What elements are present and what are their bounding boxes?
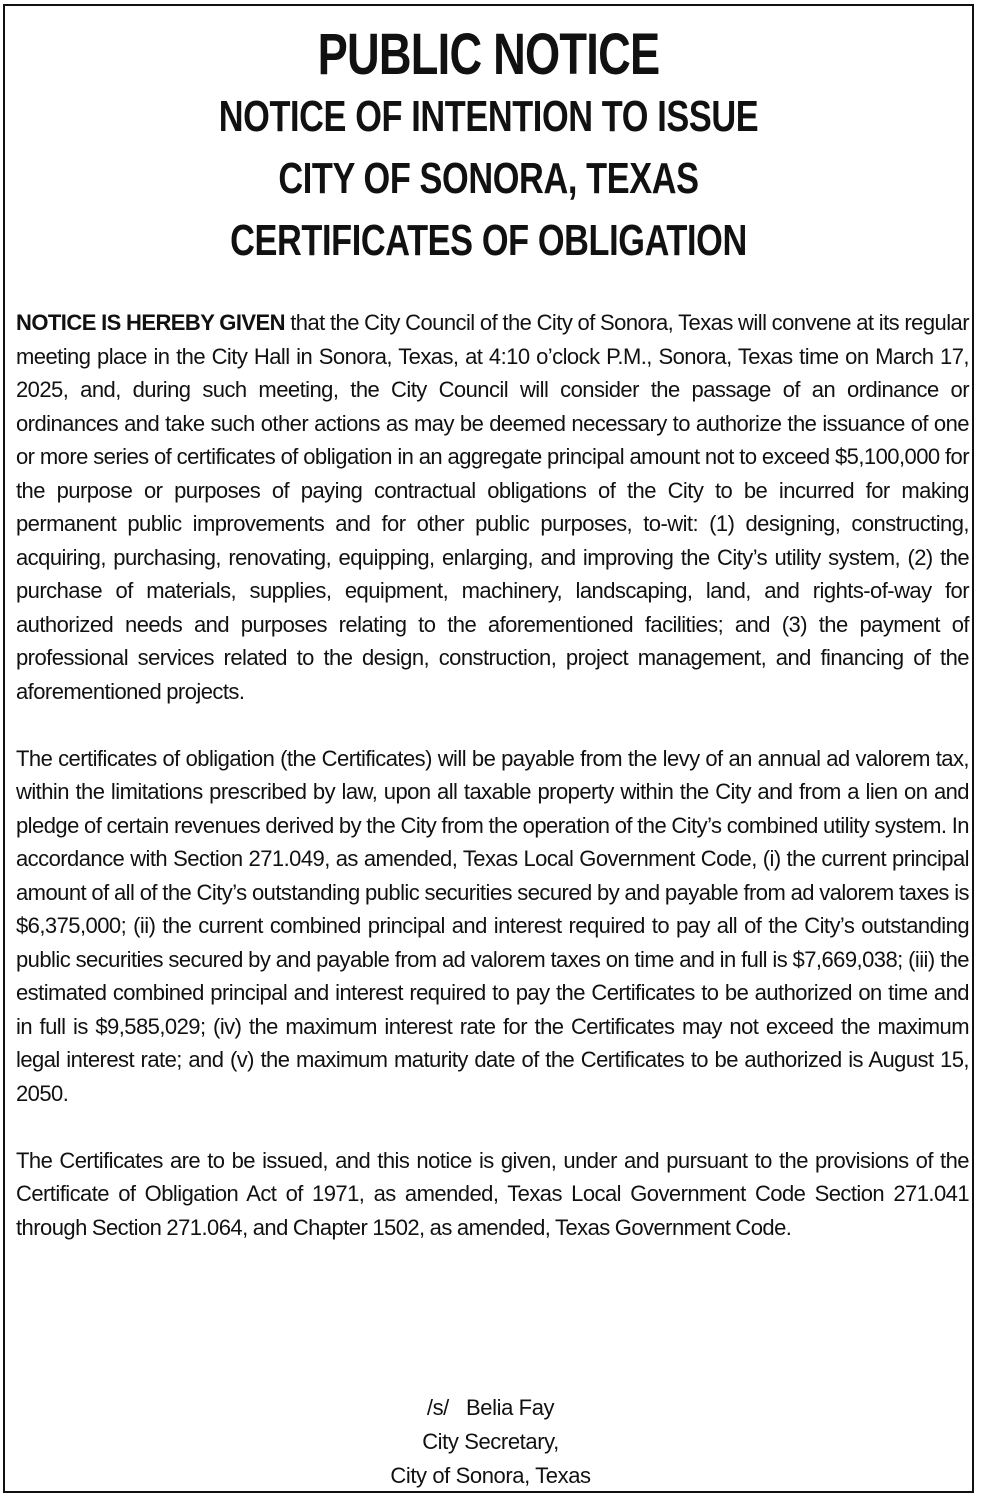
- paragraph-1: [16, 306, 969, 708]
- notice-subtitle-1: NOTICE OF INTENTION TO ISSUE: [218, 92, 759, 141]
- paragraph-2: The certificates of obligation (the Certificates) will be payable from the levy of an annual ad valorem tax, within the limitations prescribed by law, upon all taxable property within the City and from a lien on and pledge of certain revenues derived by the City from the operation of the City’s combined utility system. In accordance with Section 271.049, as amended, Texas Local Government Code, (i) the current principal amount of all of the City’s outstanding public securities secured by and payable from ad valorem taxes is $6,375,000; (ii) the current combined principal and interest required to pay all of the City’s outstanding public securities secured by and payable from ad valorem taxes on time and in full is $7,669,038; (iii) the estimated combined principal and interest required to pay the Certificates to be authorized on time and in full is $9,585,029; (iv) the maximum interest rate for the Certificates may not exceed the maximum legal interest rate; and (v) the maximum maturity date of the Certificates to be authorized is August 15, 2050.: [16, 745, 969, 1106]
- signature-name: /s/ Belia Fay: [426, 1395, 555, 1420]
- paragraph-1-lead: NOTICE IS HEREBY GIVEN: [16, 310, 285, 335]
- signature-title: City Secretary,: [422, 1429, 559, 1454]
- notice-body: [16, 306, 969, 1278]
- paragraph-3: The Certificates are to be issued, and this notice is given, under and pursuant to the provisions of the Certificate of Obligation Act of 1971, as amended, Texas Local Government Code Section 271.041 through Section 271.064, and Chapter 1502, as amended, Texas Government Code.: [16, 1147, 969, 1240]
- paragraph-1-text: that the City Council of the City of Sonora, Texas will convene at its regular meeting place in the City Hall in Sonora, Texas, at 4:10 o’clock P.M., Sonora, Texas time on March 17, 2025, and, during such meeting, the City Council will consider the passage of an ordinance or ordinances and take such other actions as may be deemed necessary to authorize the issuance of one or more series of certificates of obligation in an aggregate principal amount not to exceed $5,100,000 for the purpose or purposes of paying contractual obligations of the City to be incurred for making permanent public improvements and for other public purposes, to-wit: (1) designing, constructing, acquiring, purchasing, renovating, equipping, enlarging, and improving the City’s utility system, (2) the purchase of materials, supplies, equipment, machinery, landscaping, land, and rights-of-way for authorized needs and purposes relating to the aforementioned facilities; and (3) the payment of professional services related to the design, construction, project management, and financing of the aforementioned projects.: [16, 310, 969, 704]
- notice-title: PUBLIC NOTICE: [317, 22, 660, 87]
- notice-subtitle-2: CITY OF SONORA, TEXAS: [278, 154, 699, 203]
- notice-border: [3, 4, 974, 1493]
- notice-header: [111, 24, 865, 272]
- notice-subtitle-3: CERTIFICATES OF OBLIGATION: [230, 216, 747, 265]
- signature-block: [5, 1391, 974, 1493]
- signature-organization: City of Sonora, Texas: [390, 1463, 591, 1488]
